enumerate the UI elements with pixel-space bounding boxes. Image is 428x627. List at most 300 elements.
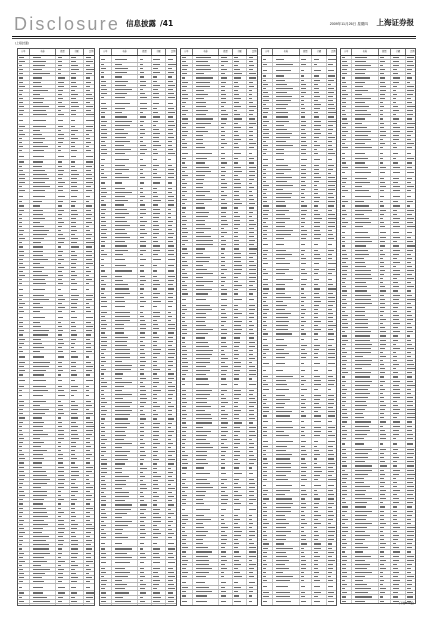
table-row xyxy=(18,393,94,400)
table-cell xyxy=(181,178,193,181)
table-cell xyxy=(30,568,57,571)
table-cell xyxy=(262,328,273,331)
table-cell xyxy=(379,392,392,395)
table-cell xyxy=(262,367,273,373)
table-cell xyxy=(18,217,30,220)
table-cell xyxy=(379,477,392,480)
table-cell xyxy=(341,189,352,192)
table-cell xyxy=(30,519,57,522)
table-cell xyxy=(391,412,405,415)
table-cell xyxy=(84,310,95,313)
table-cell xyxy=(327,120,337,123)
table-cell xyxy=(100,344,112,347)
table-cell xyxy=(56,531,69,534)
table-cell xyxy=(100,556,112,559)
table-cell xyxy=(166,168,177,171)
table-cell xyxy=(84,149,95,152)
table-cell xyxy=(300,555,313,558)
table-cell xyxy=(138,236,151,239)
table-cell xyxy=(193,105,220,108)
table-cell xyxy=(138,516,151,519)
table-cell xyxy=(406,117,416,120)
table-cell xyxy=(181,382,193,388)
table-cell xyxy=(273,462,299,465)
table-cell xyxy=(30,527,57,530)
table-cell xyxy=(341,322,352,325)
table-cell xyxy=(312,249,326,252)
table-cell xyxy=(152,100,167,106)
table-cell xyxy=(138,168,151,171)
table-cell xyxy=(138,604,151,606)
table-cell xyxy=(138,352,151,355)
table-cell xyxy=(219,316,232,319)
table-cell xyxy=(30,385,57,388)
table-cell xyxy=(193,522,220,525)
table-cell xyxy=(352,375,378,378)
table-cell xyxy=(352,253,378,256)
table-cell xyxy=(379,150,392,156)
table-cell xyxy=(100,249,112,252)
table-cell xyxy=(100,111,112,114)
table-cell xyxy=(70,531,85,534)
table-cell xyxy=(312,103,326,106)
table-cell xyxy=(312,257,326,260)
table-cell xyxy=(341,265,352,268)
table-cell xyxy=(112,483,139,486)
table-cell xyxy=(352,209,378,212)
table-cell xyxy=(312,272,326,275)
table-cell xyxy=(166,405,177,408)
table-cell xyxy=(312,268,326,271)
table-cell xyxy=(100,512,112,515)
column-header: 数量 xyxy=(300,49,313,55)
table-cell xyxy=(273,555,299,558)
table-cell xyxy=(233,442,248,445)
table-cell xyxy=(391,485,405,488)
table-cell xyxy=(112,100,139,106)
table-cell xyxy=(262,470,273,473)
table-cell xyxy=(233,272,248,275)
table-row xyxy=(262,337,336,344)
table-cell xyxy=(341,416,352,419)
table-cell xyxy=(300,470,313,473)
table-cell xyxy=(30,60,57,63)
table-cell xyxy=(30,507,57,510)
table-cell xyxy=(406,489,416,492)
table-cell xyxy=(391,367,405,370)
table-cell xyxy=(30,425,57,428)
table-cell xyxy=(181,194,193,197)
table-cell xyxy=(247,486,258,489)
table-cell xyxy=(300,599,313,605)
table-cell xyxy=(152,397,167,400)
table-cell xyxy=(70,298,85,301)
table-cell xyxy=(100,560,112,566)
table-cell xyxy=(56,478,69,481)
table-cell xyxy=(56,369,69,372)
table-cell xyxy=(100,422,112,425)
table-row xyxy=(18,378,94,385)
table-cell xyxy=(112,191,139,194)
table-cell xyxy=(30,350,57,353)
table-cell xyxy=(18,600,30,603)
table-cell xyxy=(166,413,177,416)
table-cell xyxy=(352,289,378,292)
table-cell xyxy=(193,211,220,214)
table-cell xyxy=(100,413,112,416)
table-cell xyxy=(56,600,69,603)
table-cell xyxy=(84,385,95,388)
table-cell xyxy=(312,466,326,469)
table-cell xyxy=(300,152,313,155)
table-cell xyxy=(152,107,167,110)
table-cell xyxy=(152,600,167,603)
table-cell xyxy=(273,261,299,267)
table-cell xyxy=(341,493,352,496)
table-cell xyxy=(327,99,337,102)
table-cell xyxy=(219,430,232,433)
table-cell xyxy=(56,209,69,212)
table-cell xyxy=(56,329,69,332)
table-cell xyxy=(219,247,232,250)
table-cell xyxy=(300,478,313,481)
table-cell xyxy=(181,117,193,120)
table-cell xyxy=(300,559,313,562)
table-cell xyxy=(379,240,392,243)
table-cell xyxy=(233,594,248,597)
table-row xyxy=(18,354,94,361)
table-cell xyxy=(193,170,220,173)
table-cell xyxy=(233,471,248,477)
table-cell xyxy=(112,236,139,239)
table-cell xyxy=(166,304,177,310)
table-cell xyxy=(30,229,57,232)
table-cell xyxy=(70,378,85,384)
table-row xyxy=(262,56,336,63)
table-cell xyxy=(181,122,193,125)
table-cell xyxy=(300,482,313,488)
table-cell xyxy=(273,506,299,509)
table-cell xyxy=(138,275,151,278)
table-cell xyxy=(84,97,95,100)
table-cell xyxy=(166,556,177,559)
table-cell xyxy=(138,292,151,295)
table-cell xyxy=(70,393,85,399)
table-cell xyxy=(84,125,95,128)
table-cell xyxy=(312,184,326,187)
table-cell xyxy=(193,365,220,368)
table-cell xyxy=(233,506,248,512)
table-cell xyxy=(262,375,273,378)
table-cell xyxy=(152,372,167,375)
table-cell xyxy=(219,231,232,234)
table-cell xyxy=(100,446,112,449)
table-cell xyxy=(219,93,232,96)
table-cell xyxy=(233,571,248,574)
table-cell xyxy=(152,389,167,392)
table-cell xyxy=(100,244,112,247)
table-cell xyxy=(70,421,85,424)
table-cell xyxy=(152,422,167,425)
table-cell xyxy=(379,351,392,354)
table-cell xyxy=(56,507,69,510)
table-cell xyxy=(18,591,30,594)
table-cell xyxy=(300,360,313,366)
table-cell xyxy=(181,76,193,79)
table-cell xyxy=(327,233,337,236)
table-cell xyxy=(219,134,232,137)
table-cell xyxy=(166,180,177,186)
table-cell xyxy=(100,92,112,95)
table-cell xyxy=(166,56,177,62)
table-cell xyxy=(152,409,167,412)
table-cell xyxy=(181,542,193,545)
table-cell xyxy=(70,502,85,505)
table-cell xyxy=(391,225,405,228)
table-cell xyxy=(56,412,69,415)
table-cell xyxy=(166,191,177,194)
table-cell xyxy=(193,178,220,181)
table-cell xyxy=(138,80,151,83)
table-cell xyxy=(391,359,405,362)
table-cell xyxy=(262,344,273,347)
table-cell xyxy=(262,466,273,469)
table-cell xyxy=(56,85,69,88)
table-cell xyxy=(327,229,337,232)
table-cell xyxy=(233,345,248,348)
table-cell xyxy=(181,345,193,348)
table-cell xyxy=(112,377,139,380)
table-cell xyxy=(193,397,220,400)
table-cell xyxy=(152,438,167,441)
table-cell xyxy=(18,494,30,497)
table-cell xyxy=(219,393,232,396)
table-cell xyxy=(312,180,326,183)
table-cell xyxy=(219,502,232,505)
table-cell xyxy=(84,137,95,140)
table-cell xyxy=(273,136,299,139)
table-cell xyxy=(30,245,57,248)
table-cell xyxy=(352,138,378,141)
table-cell xyxy=(391,314,405,317)
table-cell xyxy=(312,253,326,256)
table-cell xyxy=(56,556,69,559)
table-cell xyxy=(391,130,405,133)
table-cell xyxy=(84,584,95,590)
table-cell xyxy=(100,208,112,211)
table-cell xyxy=(112,516,139,519)
table-cell xyxy=(18,342,30,345)
table-cell xyxy=(233,599,248,605)
table-cell xyxy=(30,547,57,550)
table-row xyxy=(341,170,415,177)
table-cell xyxy=(56,173,69,176)
table-cell xyxy=(70,433,85,436)
table-cell xyxy=(233,308,248,311)
table-cell xyxy=(152,224,167,227)
table-cell xyxy=(341,113,352,116)
table-cell xyxy=(18,441,30,444)
table-cell xyxy=(219,426,232,429)
table-cell xyxy=(300,375,313,378)
table-cell xyxy=(112,536,139,539)
table-cell xyxy=(166,348,177,351)
table-cell xyxy=(406,93,416,96)
table-cell xyxy=(391,181,405,184)
table-cell xyxy=(18,564,30,567)
table-cell xyxy=(391,157,405,160)
table-cell xyxy=(379,306,392,309)
table-cell xyxy=(18,498,30,501)
table-cell xyxy=(193,186,220,189)
table-cell xyxy=(247,462,258,465)
table-cell xyxy=(166,393,177,396)
table-cell xyxy=(312,406,326,409)
table-cell xyxy=(193,231,220,234)
table-cell xyxy=(312,312,326,315)
table-cell xyxy=(312,538,326,541)
table-cell xyxy=(233,89,248,92)
table-cell xyxy=(273,510,299,513)
table-cell xyxy=(193,117,220,120)
table-cell xyxy=(193,421,220,424)
table-cell xyxy=(56,482,69,485)
table-cell xyxy=(18,117,30,123)
table-cell xyxy=(391,388,405,391)
table-cell xyxy=(56,547,69,550)
table-cell xyxy=(341,314,352,317)
table-cell xyxy=(352,481,378,484)
table-cell xyxy=(273,599,299,605)
table-cell xyxy=(273,268,299,271)
table-cell xyxy=(70,266,85,269)
table-cell xyxy=(273,344,299,347)
table-cell xyxy=(193,320,220,323)
table-cell xyxy=(100,148,112,151)
table-cell xyxy=(152,257,167,263)
table-cell xyxy=(273,209,299,212)
table-cell xyxy=(391,497,405,500)
table-cell xyxy=(112,107,139,110)
table-cell xyxy=(166,487,177,490)
table-cell xyxy=(233,454,248,457)
table-cell xyxy=(84,262,95,265)
table-cell xyxy=(273,591,299,594)
table-cell xyxy=(379,302,392,305)
table-cell xyxy=(56,373,69,376)
table-cell xyxy=(233,550,248,553)
table-cell xyxy=(193,308,220,311)
table-cell xyxy=(112,172,139,175)
table-cell xyxy=(300,518,313,521)
table-cell xyxy=(166,100,177,106)
table-cell xyxy=(379,60,392,63)
table-cell xyxy=(341,433,352,436)
table-cell xyxy=(352,392,378,395)
table-cell xyxy=(138,257,151,263)
table-cell xyxy=(193,239,220,242)
table-cell xyxy=(152,253,167,256)
table-cell xyxy=(166,283,177,286)
table-cell xyxy=(56,498,69,501)
table-cell xyxy=(152,195,167,198)
table-cell xyxy=(56,404,69,407)
table-cell xyxy=(391,185,405,188)
table-cell xyxy=(30,310,57,313)
table-cell xyxy=(70,274,85,277)
table-cell xyxy=(112,264,139,267)
table-cell xyxy=(233,126,248,129)
table-cell xyxy=(166,340,177,343)
table-cell xyxy=(300,398,313,401)
table-cell xyxy=(70,385,85,388)
table-cell xyxy=(300,462,313,465)
table-cell xyxy=(112,195,139,198)
column-header: 序号 xyxy=(262,49,273,55)
table-cell xyxy=(18,209,30,212)
table-cell xyxy=(327,445,337,448)
table-cell xyxy=(219,389,232,392)
table-cell xyxy=(312,426,326,429)
table-cell xyxy=(262,74,273,77)
table-cell xyxy=(352,101,378,104)
table-cell xyxy=(233,292,248,295)
table-cell xyxy=(30,474,57,477)
table-cell xyxy=(352,493,378,496)
table-cell xyxy=(112,168,139,171)
table-cell xyxy=(219,417,232,420)
table-cell xyxy=(300,579,313,582)
table-cell xyxy=(70,572,85,575)
table-cell xyxy=(406,249,416,252)
table-cell xyxy=(406,380,416,383)
table-cell xyxy=(18,306,30,309)
table-cell xyxy=(406,408,416,411)
table-cell xyxy=(233,518,248,521)
table-cell xyxy=(112,212,139,215)
table-cell xyxy=(100,84,112,87)
table-cell xyxy=(70,117,85,123)
table-cell xyxy=(70,109,85,112)
table-cell xyxy=(341,306,352,309)
table-cell xyxy=(219,126,232,129)
table-cell xyxy=(233,486,248,489)
table-cell xyxy=(391,150,405,156)
table-cell xyxy=(152,228,167,231)
table-cell xyxy=(84,314,95,320)
table-cell xyxy=(312,233,326,236)
table-cell xyxy=(112,528,139,531)
table-cell xyxy=(300,253,313,256)
table-cell xyxy=(138,587,151,590)
table-cell xyxy=(219,336,232,339)
table-cell xyxy=(262,87,273,90)
table-cell xyxy=(84,200,95,203)
table-cell xyxy=(300,144,313,147)
table-cell xyxy=(166,187,177,190)
table-cell xyxy=(233,365,248,368)
table-cell xyxy=(18,310,30,313)
table-cell xyxy=(247,332,258,335)
table-cell xyxy=(406,253,416,256)
table-cell xyxy=(327,410,337,413)
table-cell xyxy=(273,470,299,473)
table-cell xyxy=(166,249,177,252)
table-cell xyxy=(262,253,273,256)
table-cell xyxy=(70,149,85,152)
table-cell xyxy=(193,478,220,481)
table-cell xyxy=(30,302,57,305)
